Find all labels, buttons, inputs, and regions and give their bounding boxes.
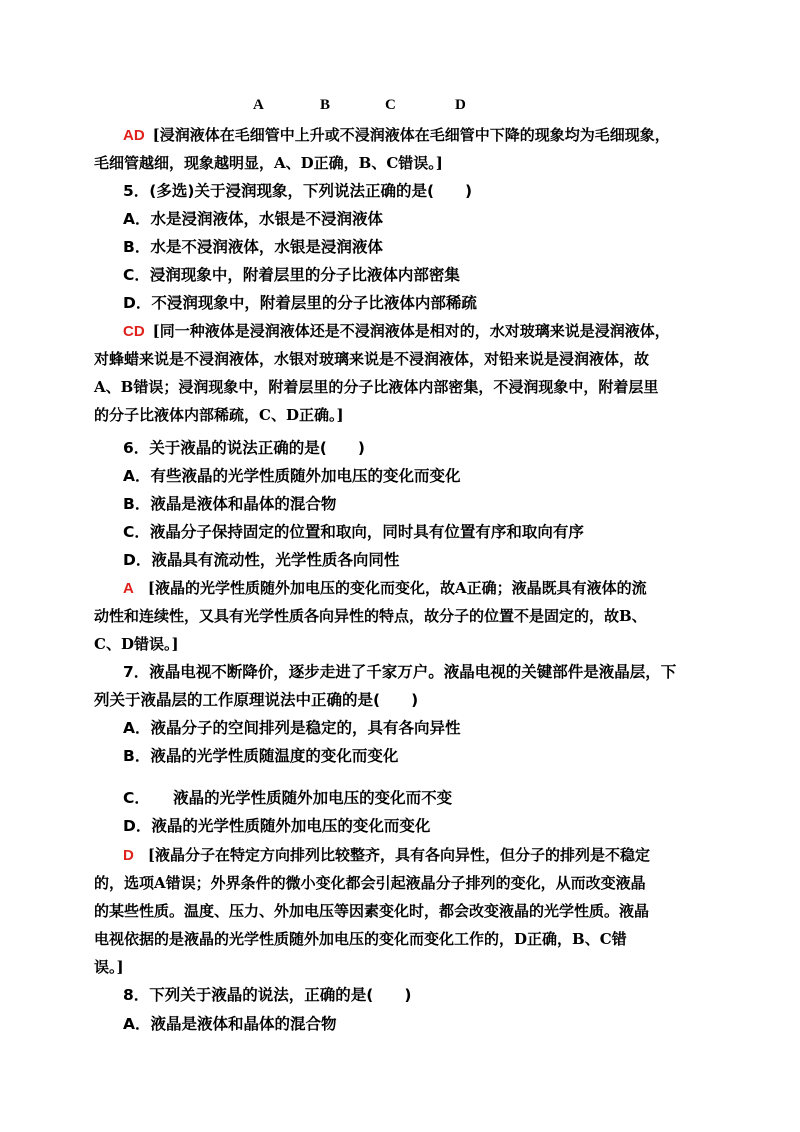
q5-stem: 5．(多选)关于浸润现象，下列说法正确的是( ) xyxy=(123,182,473,200)
q6-explanation-line-2: 动性和连续性，又具有光学性质各向异性的特点，故分子的位置不是固定的，故B、 xyxy=(94,607,647,625)
q5-explanation-line-1: CD [同一种液体是浸润液体还是不浸润液体是相对的，水对玻璃来说是浸润液体， xyxy=(123,322,670,340)
q6-explanation-line-3: C、D错误。] xyxy=(94,635,179,653)
q7-stem-line-1: 7．液晶电视不断降价，逐步走进了千家万户。液晶电视的关键部件是液晶层，下 xyxy=(123,663,677,681)
q7-explanation-line-3: 的某些性质。温度、压力、外加电压等因素变化时，都会改变液晶的光学性质。液晶 xyxy=(94,902,650,920)
q5-option-a: A．水是浸润液体，水银是不浸润液体 xyxy=(123,210,383,228)
q7-answer: D xyxy=(123,847,134,864)
q7-explanation-line-4: 电视依据的是液晶的光学性质随外加电压的变化而变化工作的，D正确，B、C错 xyxy=(94,930,627,948)
q7-explanation-line-5: 误。] xyxy=(94,958,124,976)
q6-option-b: B．液晶是液体和晶体的混合物 xyxy=(123,495,337,513)
q6-answer: A xyxy=(123,580,134,597)
q6-option-c: C．液晶分子保持固定的位置和取向，同时具有位置有序和取向有序 xyxy=(123,523,584,541)
q8-option-a: A．液晶是液体和晶体的混合物 xyxy=(123,1015,337,1033)
q5-explanation-line-4: 的分子比液体内部稀疏，C、D正确。] xyxy=(94,406,344,424)
q4-explanation-line-2: 毛细管越细，现象越明显，A、D正确，B、C错误。] xyxy=(94,154,443,172)
q7-stem-line-2: 列关于液晶层的工作原理说法中正确的是( ) xyxy=(94,691,419,709)
q7-option-b: B．液晶的光学性质随温度的变化而变化 xyxy=(123,747,399,765)
figure-label-a: A xyxy=(253,97,264,113)
q4-explanation-line-1: AD [浸润液体在毛细管中上升或不浸润液体在毛细管中下降的现象均为毛细现象， xyxy=(123,126,670,144)
q6-explanation-line-1: A [液晶的光学性质随外加电压的变化而变化，故A正确；液晶既具有液体的流 xyxy=(123,579,647,597)
q6-stem: 6．关于液晶的说法正确的是( ) xyxy=(123,439,365,457)
q7-option-d: D．液晶的光学性质随外加电压的变化而变化 xyxy=(123,817,431,835)
q5-option-d: D．不浸润现象中，附着层里的分子比液体内部稀疏 xyxy=(123,294,477,312)
q5-option-b: B．水是不浸润液体，水银是浸润液体 xyxy=(123,238,383,256)
figure-label-d: D xyxy=(455,97,466,113)
q4-answer: AD xyxy=(123,127,145,144)
figure-label-b: B xyxy=(320,97,331,113)
q7-explanation-line-2: 的，选项A错误；外界条件的微小变化都会引起液晶分子排列的变化，从而改变液晶 xyxy=(94,874,646,892)
q5-explanation-line-3: A、B错误；浸润现象中，附着层里的分子比液体内部密集，不浸润现象中，附着层里 xyxy=(94,378,659,396)
q5-answer: CD xyxy=(123,323,145,340)
figure-label-c: C xyxy=(385,97,396,113)
q5-option-c: C．浸润现象中，附着层里的分子比液体内部密集 xyxy=(123,266,460,284)
q7-option-a: A．液晶分子的空间排列是稳定的，具有各向异性 xyxy=(123,719,461,737)
q5-explanation-line-2: 对蜂蜡来说是不浸润液体，水银对玻璃来说是不浸润液体，对铅来说是浸润液体，故 xyxy=(94,350,650,368)
q7-explanation-line-1: D [液晶分子在特定方向排列比较整齐，具有各向异性，但分子的排列是不稳定 xyxy=(123,846,650,864)
q6-option-d: D．液晶具有流动性，光学性质各向同性 xyxy=(123,551,400,569)
q6-option-a: A．有些液晶的光学性质随外加电压的变化而变化 xyxy=(123,467,461,485)
q8-stem: 8．下列关于液晶的说法，正确的是( ) xyxy=(123,986,412,1004)
q7-option-c: C． 液晶的光学性质随外加电压的变化而不变 xyxy=(123,789,453,807)
